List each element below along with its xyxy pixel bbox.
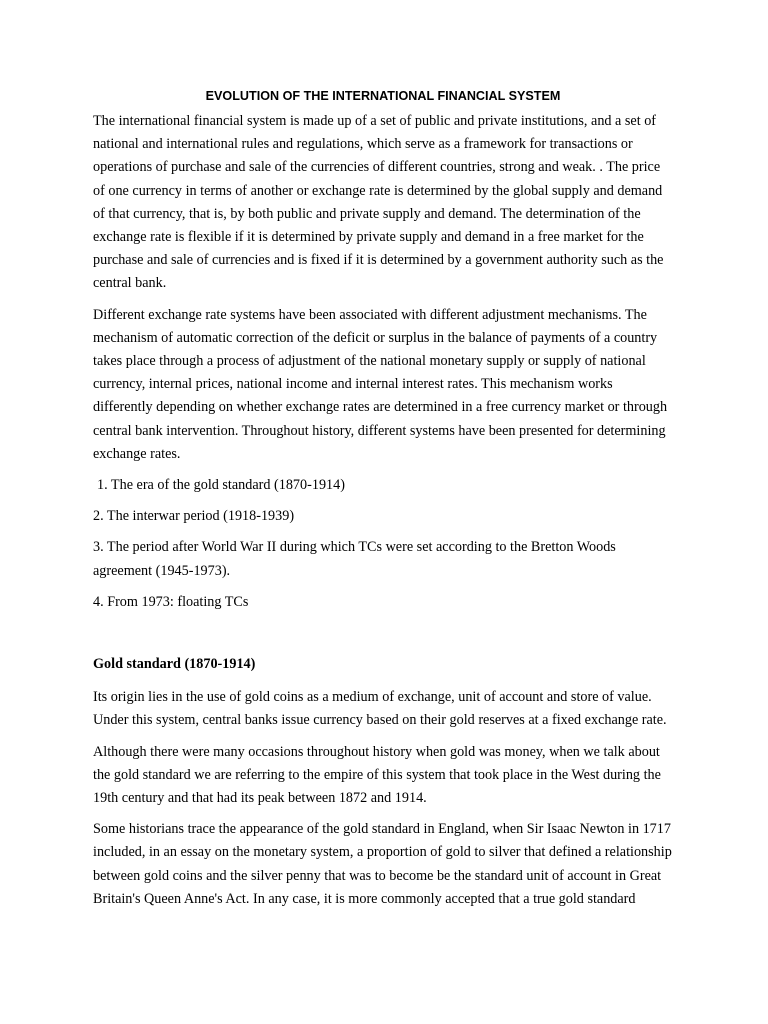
section-paragraph-1: Its origin lies in the use of gold coins as a medium of exchange, unit of account and store of value. Under this system, central banks issue currency based on their gold reserves at a fixed exchange rate. (93, 689, 667, 729)
document-page (93, 88, 673, 919)
section-paragraph-3: Some historians trace the appearance of the gold standard in England, when Sir Isaac Newton in 1717 included, in an essay on the monetary system, a proportion of gold to silver that defined a relationship between gold coins and the silver penny that was to become be the standard unit of account in Great Britain's Queen Anne's Act. In any case, it is more commonly accepted that a true gold standard (93, 821, 672, 907)
section-spacer (93, 622, 673, 653)
list-item-1: 1. The era of the gold standard (1870-1914) (97, 477, 345, 494)
intro-paragraph-2: Different exchange rate systems have been associated with different adjustment mechanisms. The mechanism of automatic correction of the deficit or surplus in the balance of payments of a country takes place through a process of adjustment of the national monetary supply or supply of national currency, internal prices, national income and internal interest rates. This mechanism works differently depending on whether exchange rates are determined in a free currency market or through central bank intervention. Throughout history, different systems have been presented for determining exchange rates. (93, 306, 668, 462)
section-heading: Gold standard (1870-1914) (93, 656, 256, 673)
list-item-4: 4. From 1973: floating TCs (93, 593, 249, 610)
section-paragraph-2: Although there were many occasions throughout history when gold was money, when we talk about the gold standard we are referring to the empire of this system that took place in the West during the 19th century and that had its peak between 1872 and 1914. (93, 743, 661, 807)
intro-paragraph-1: The international financial system is made up of a set of public and private institutions, and a set of national and international rules and regulations, which serve as a framework for transactions or operations of purchase and sale of the currencies of different countries, strong and weak. . The price of one currency in terms of another or exchange rate is determined by the global supply and demand of that currency, that is, by both public and private supply and demand. The determination of the exchange rate is flexible if it is determined by private supply and demand in a free market for the purchase and sale of currencies and is fixed if it is determined by a government authority such as the central bank. (93, 113, 664, 292)
list-item-3: 3. The period after World War II during which TCs were set according to the Bretton Woods agreement (1945-1973). (93, 539, 616, 579)
list-item-2: 2. The interwar period (1918-1939) (93, 508, 295, 525)
document-title: EVOLUTION OF THE INTERNATIONAL FINANCIAL SYSTEM (205, 89, 561, 103)
